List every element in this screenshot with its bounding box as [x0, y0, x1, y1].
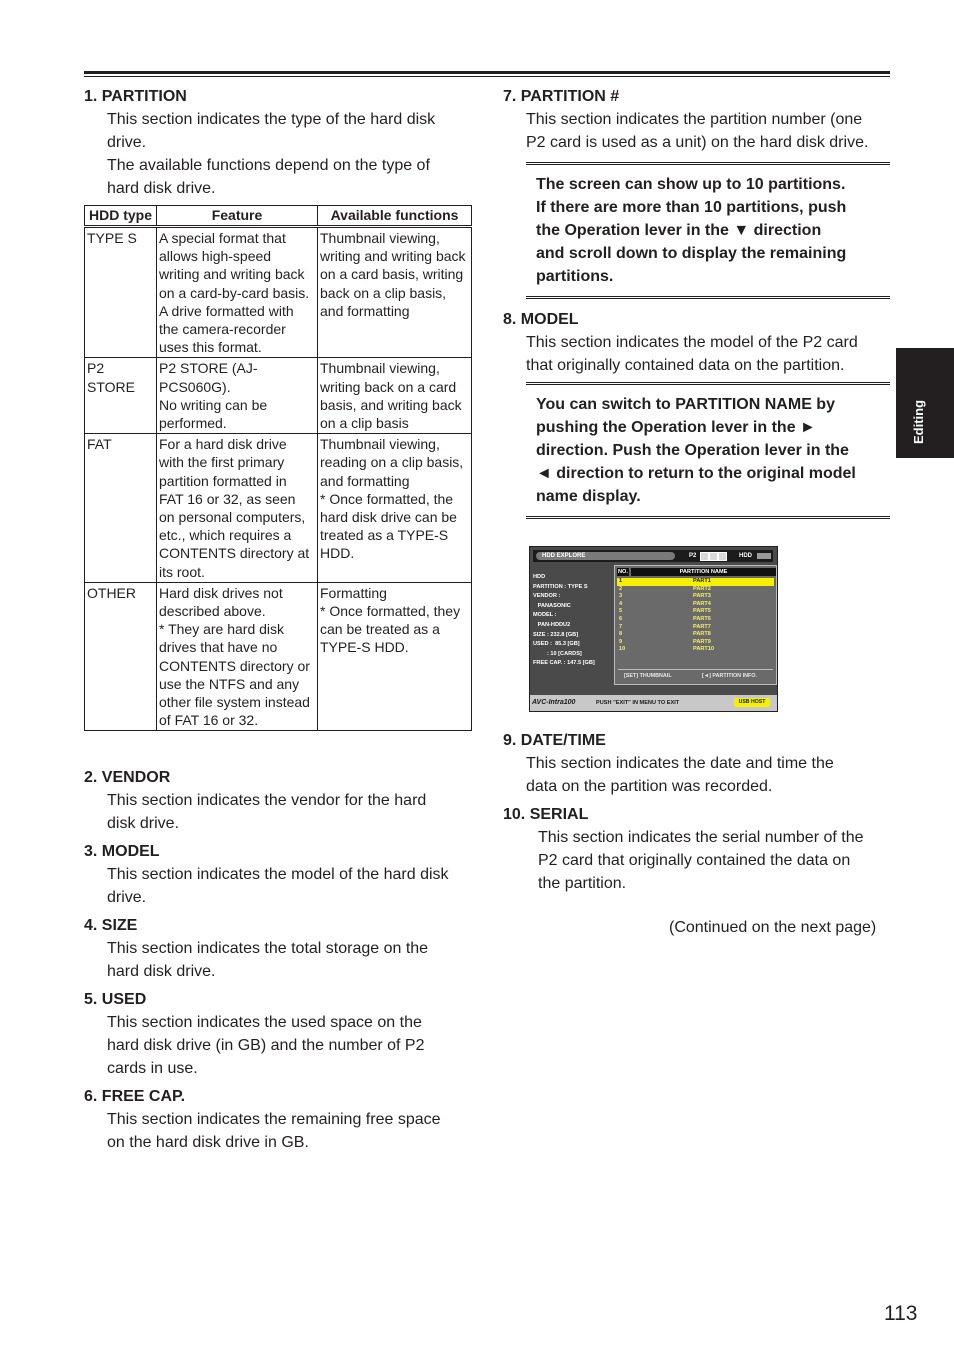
cell-line: writing and writing back [320, 248, 466, 265]
section-model-p2 [503, 309, 890, 519]
size-body [107, 937, 472, 983]
partition-name: PART1 [693, 578, 711, 584]
col-header-feature: Feature [157, 206, 318, 227]
partition-number: 3 [619, 593, 623, 600]
list-footer [618, 669, 773, 680]
info-line: PARTITION : TYPE S [533, 583, 588, 590]
list-header-name: PARTITION NAME [631, 568, 776, 576]
side-tab-label: Editing [911, 399, 926, 444]
heading-vendor: 2. VENDOR [84, 769, 171, 787]
heading-free-cap: 6. FREE CAP. [84, 1088, 186, 1106]
partition-list [614, 565, 777, 685]
partition-row[interactable] [617, 593, 774, 601]
cell-line: FAT [87, 436, 112, 453]
cell-line: uses this format. [159, 339, 262, 356]
partition-name: PART10 [693, 646, 715, 653]
text-line: hard disk drive (in GB) and the number of P2 [107, 1037, 425, 1055]
cell-functions [318, 434, 472, 583]
cell-hdd-type [85, 434, 157, 583]
exit-hint: PUSH "EXIT" IN MENU TO EXIT [596, 700, 680, 706]
partition-row[interactable] [617, 639, 774, 647]
cell-line: can be treated as a [320, 621, 440, 638]
text-line: that originally contained data on the partition. [526, 357, 845, 374]
partition-name: PART8 [693, 631, 711, 638]
usb-host-badge: USB HOST [734, 698, 770, 707]
text-line: This section indicates the serial number of the [538, 829, 864, 846]
partition-row[interactable] [617, 646, 774, 654]
table-row [85, 358, 472, 434]
cell-feature [157, 358, 318, 434]
cell-line: etc., which requires a [159, 527, 292, 544]
partition-name: PART7 [693, 623, 711, 630]
cell-line: basis, and writing back [320, 396, 462, 413]
cell-functions [318, 358, 472, 434]
side-tab-editing [896, 348, 954, 458]
hdd-explore-screenshot [529, 546, 778, 712]
partition-name: PART2 [693, 585, 711, 592]
info-line: PANASONIC [533, 602, 571, 609]
table-row [85, 434, 472, 583]
cell-line: writing and writing back [159, 266, 305, 283]
screen-title: HDD EXPLORE [536, 552, 675, 560]
info-line: SIZE : 232.8 [GB] [533, 631, 579, 638]
cell-line: Thumbnail viewing, [320, 436, 440, 453]
cell-line: hard disk drive can be [320, 509, 457, 526]
screen-info-panel [533, 573, 595, 669]
info-line: HDD [533, 574, 546, 580]
heading-partition-number: 7. PARTITION # [503, 88, 620, 105]
p2-label: P2 [689, 553, 697, 559]
page-number: 113 [884, 1302, 918, 1325]
note-partitions [526, 162, 890, 299]
hdd-icon [757, 553, 771, 559]
cell-line: other file system instead [159, 694, 310, 711]
text-line: This section indicates the used space on the [107, 1014, 422, 1032]
partition-name: PART3 [693, 593, 711, 600]
p2-slot-icon [709, 552, 718, 561]
cell-functions [318, 227, 472, 358]
cell-line: allows high-speed [159, 248, 272, 265]
info-line: FREE CAP. : 147.5 [GB] [533, 660, 595, 667]
p2-slot-icon [700, 552, 709, 561]
cell-line: FAT 16 or 32, as seen [159, 490, 296, 507]
cell-line: Hard disk drives not [159, 584, 283, 601]
cell-line: HDD. [320, 545, 355, 562]
partition-list-header [615, 568, 776, 576]
cell-line: on a clip basis [320, 415, 409, 432]
screen-title-bar [533, 550, 773, 562]
cell-line: performed. [159, 415, 227, 432]
partition-number: 1 [619, 578, 623, 584]
free-cap-body [107, 1108, 472, 1154]
text-line: P2 card is used as a unit) on the hard disk drive. [526, 134, 869, 151]
section-date-time [503, 730, 890, 798]
col-header-functions: Available functions [318, 206, 472, 227]
partition-name: PART4 [693, 600, 711, 607]
text-line: disk drive. [107, 815, 180, 833]
partition-body [107, 108, 472, 200]
partition-name: PART6 [693, 616, 711, 622]
hdd-type-table [84, 205, 472, 731]
cell-line: CONTENTS directory or [159, 657, 310, 674]
partition-number: 5 [619, 608, 623, 615]
cell-feature [157, 227, 318, 358]
partition-number: 6 [619, 616, 623, 622]
footer-thumbnail: [SET] THUMBNAIL [624, 673, 672, 679]
avc-intra-logo: AVC-Intra100 [532, 699, 576, 706]
section-serial [503, 804, 890, 895]
text-line: This section indicates the vendor for the hard [107, 792, 427, 810]
hdd-label: HDD [739, 553, 752, 559]
text-line: the partition. [538, 875, 627, 892]
footer-partition-info: [◄] PARTITION INFO. [702, 673, 757, 679]
partition-number-body [526, 108, 890, 154]
note-line: If there are more than 10 partitions, push [536, 199, 847, 216]
cell-line: Formatting [320, 584, 387, 601]
cell-line: TYPE S [87, 230, 137, 246]
date-time-body [526, 752, 890, 798]
text-line: The available functions depend on the type of [107, 157, 430, 174]
text-line: This section indicates the type of the hard disk [107, 111, 436, 128]
cell-line: and formatting [320, 302, 410, 319]
cell-feature [157, 582, 318, 731]
note-line: You can switch to PARTITION NAME by [536, 396, 835, 413]
top-rule-thick [84, 71, 890, 74]
cell-line: * Once formatted, the [320, 490, 454, 507]
partition-row[interactable] [617, 608, 774, 616]
text-line: This section indicates the partition number (one [526, 111, 863, 128]
right-column [503, 86, 890, 895]
section-partition-number [503, 86, 890, 299]
cell-line: writing back on a card [320, 378, 457, 395]
partition-row[interactable] [617, 624, 774, 632]
cell-line: use the NTFS and any [159, 675, 300, 692]
cell-line: * Once formatted, they [320, 603, 461, 620]
cell-line: Thumbnail viewing, [320, 360, 440, 377]
p2-slot-icon [718, 552, 727, 561]
table-header-row [85, 206, 472, 227]
cell-line: on a card-by-card basis. [159, 284, 310, 301]
left-column [84, 86, 472, 1154]
note-partition-name [526, 382, 890, 519]
table-row [85, 582, 472, 731]
text-line: This section indicates the date and time the [526, 755, 834, 772]
cell-line: on a card basis, writing [320, 266, 464, 283]
text-line: This section indicates the model of the hard disk [107, 866, 449, 884]
cell-line: with the first primary [159, 454, 285, 471]
cell-hdd-type [85, 582, 157, 731]
partition-number: 7 [619, 623, 623, 630]
text-line: This section indicates the remaining free space [107, 1111, 441, 1129]
table-row [85, 227, 472, 358]
heading-date-time: 9. DATE/TIME [503, 732, 606, 749]
partition-name: PART5 [693, 608, 711, 615]
cell-line: No writing can be [159, 396, 268, 413]
text-line: drive. [107, 889, 147, 907]
serial-body [538, 826, 890, 895]
note-line: name display. [536, 488, 641, 505]
text-line: hard disk drive. [107, 963, 216, 981]
vendor-body [107, 789, 472, 835]
cell-line: PCS060G). [159, 378, 231, 395]
cell-line: STORE [87, 378, 135, 395]
cell-feature [157, 434, 318, 583]
section-model [84, 841, 472, 909]
col-header-hdd-type: HDD type [85, 206, 157, 227]
partition-number: 9 [619, 638, 623, 645]
model-p2-body [526, 331, 890, 377]
text-line: hard disk drive. [107, 180, 216, 197]
note-line: The screen can show up to 10 partitions. [536, 176, 846, 193]
info-line: : 10 [CARDS] [533, 650, 582, 657]
cell-line: treated as a TYPE-S [320, 527, 449, 544]
section-size [84, 915, 472, 983]
cell-line: TYPE-S HDD. [320, 639, 409, 656]
cell-line: its root. [159, 563, 205, 580]
cell-line: For a hard disk drive [159, 436, 287, 453]
info-line: VENDOR : [533, 593, 561, 600]
heading-model: 3. MODEL [84, 843, 160, 861]
text-line: data on the partition was recorded. [526, 778, 773, 795]
table-body [85, 227, 472, 731]
partition-name: PART9 [693, 638, 711, 645]
cell-line: P2 [87, 360, 105, 377]
top-rule-thin [84, 76, 890, 77]
model-body [107, 863, 472, 909]
cell-line: of FAT 16 or 32. [159, 712, 259, 729]
section-free-cap [84, 1086, 472, 1154]
note-line: and scroll down to display the remaining [536, 245, 847, 262]
cell-line: and formatting [320, 472, 410, 489]
partition-number: 8 [619, 631, 623, 638]
partition-number: 4 [619, 600, 623, 607]
text-line: This section indicates the model of the P2 card [526, 334, 858, 351]
partition-number: 2 [619, 585, 623, 592]
note-line: direction. Push the Operation lever in the [536, 442, 849, 459]
cell-line: * They are hard disk [159, 621, 285, 638]
partition-row[interactable] [617, 616, 774, 624]
section-used [84, 989, 472, 1080]
cell-line: on personal computers, [159, 509, 306, 526]
used-body [107, 1011, 472, 1080]
text-line: on the hard disk drive in GB. [107, 1134, 309, 1152]
cell-line: CONTENTS directory at [159, 545, 310, 562]
partition-row[interactable] [617, 578, 774, 586]
info-line: MODEL : [533, 612, 557, 619]
list-header-no: NO. [618, 569, 628, 575]
note-line: the Operation lever in the ▼ direction [536, 222, 822, 239]
note-line: ◄ direction to return to the original model [536, 465, 856, 482]
cell-line: OTHER [87, 584, 136, 601]
note-line: pushing the Operation lever in the ► [536, 419, 816, 436]
heading-model-p2: 8. MODEL [503, 311, 579, 328]
cell-hdd-type [85, 358, 157, 434]
cell-hdd-type [85, 227, 157, 358]
cell-line: P2 STORE (AJ- [159, 360, 258, 377]
heading-partition: 1. PARTITION [84, 88, 187, 105]
text-line: drive. [107, 134, 147, 151]
cell-line: the camera-recorder [159, 321, 286, 338]
section-partition [84, 86, 472, 200]
cell-line: partition formatted in [159, 472, 287, 489]
continued-note: (Continued on the next page) [669, 919, 877, 936]
cell-line: reading on a clip basis, [320, 454, 464, 471]
cell-line: Thumbnail viewing, [320, 230, 440, 246]
section-vendor [84, 767, 472, 835]
partition-row[interactable] [617, 631, 774, 639]
note-line: partitions. [536, 268, 614, 285]
heading-size: 4. SIZE [84, 917, 138, 935]
partition-number: 10 [619, 646, 626, 653]
partition-row[interactable] [617, 586, 774, 594]
screen-bottom-bar [530, 695, 777, 711]
cell-line: drives that have no [159, 639, 278, 656]
cell-line: described above. [159, 603, 266, 620]
text-line: This section indicates the total storage on the [107, 940, 429, 958]
text-line: cards in use. [107, 1060, 198, 1078]
text-line: P2 card that originally contained the data on [538, 852, 851, 869]
cell-line: back on a clip basis, [320, 284, 447, 301]
cell-line: A special format that [159, 230, 286, 246]
heading-serial: 10. SERIAL [503, 806, 589, 823]
info-line: PAN-HDDU2 [533, 621, 571, 628]
cell-functions [318, 582, 472, 731]
heading-used: 5. USED [84, 991, 147, 1009]
info-line: USED : 85.3 [GB] [533, 641, 580, 648]
partition-row[interactable] [617, 601, 774, 609]
cell-line: A drive formatted with [159, 302, 294, 319]
